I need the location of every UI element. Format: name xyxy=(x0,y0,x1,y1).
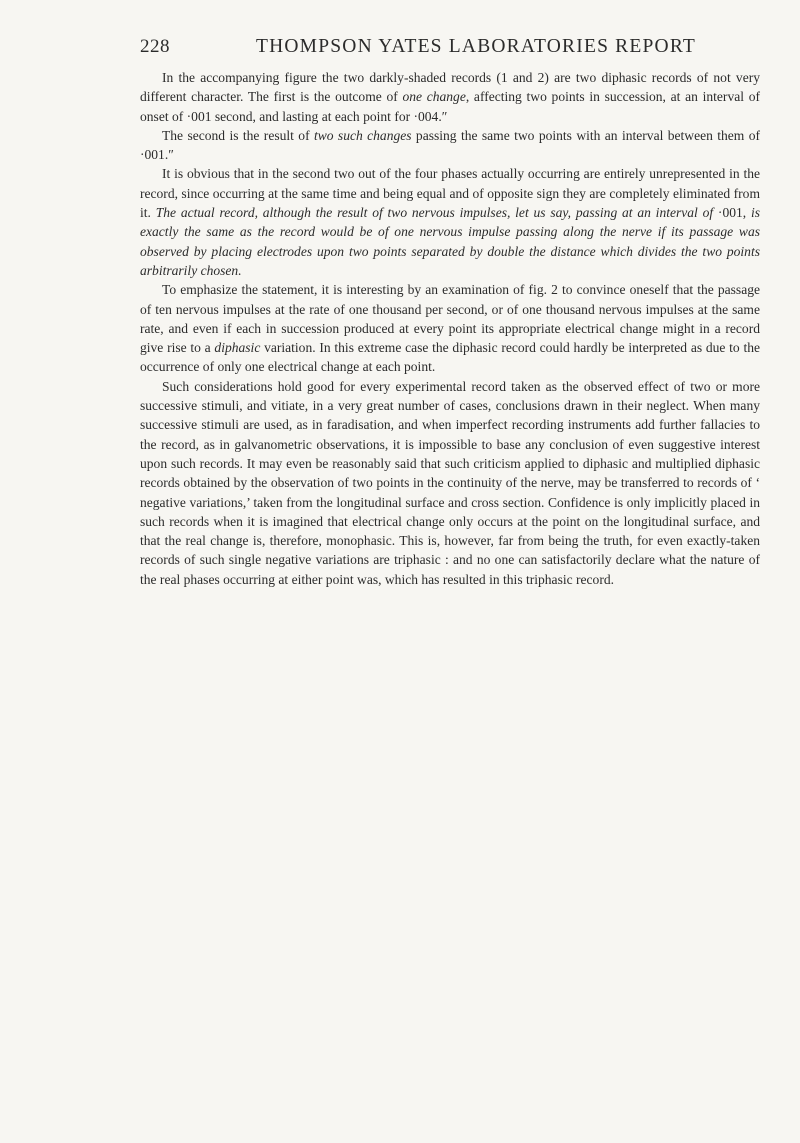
italic-text: diphasic xyxy=(214,340,261,356)
text-run: It is obvious that in the second two out of the four phases actually occurring are entirely unrepresented in the record, since occurring at the same time and being equal and of opposite sign they are completely eliminated from it. xyxy=(140,166,760,221)
italic-text: The actual record, although the result of two nervous impulses, let us say, passing at an interval of xyxy=(155,205,714,221)
paragraph xyxy=(140,68,760,126)
text-run: In the accompanying figure the two darkly-shaded records (1 and 2) are two diphasic records of not very different character. The first is the outcome of xyxy=(140,70,760,105)
page-number: 228 xyxy=(140,36,170,57)
paragraph xyxy=(140,164,760,280)
text-run: Such considerations hold good for every experimental record taken as the observed effect of two or more successive stimuli, and vitiate, in a very great number of cases, conclusions drawn in their neglect. When many successive stimuli are used, as in faradisation, and when imperfect recording instruments add further fallacies to the record, as in galvanometric observations, it is impossible to base any conclusion of even suggestive interest upon such records. It may even be reasonably said that such criticism applied to diphasic and multiplied diphasic records obtained by the observation of two points in the continuity of the nerve, may be transferred to records of ‘ negative variations,’ taken from the longitudinal surface and cross section. Confidence is only implicitly placed in such records when it is imagined that electrical change only occurs at the point on the longitudinal surface, and that the real change is, therefore, monophasic. This is, however, far from being the truth, for even exactly-taken records of such single negative variations are triphasic : and no one can satisfactorily declare what the nature of the real phases occurring at either point was, which has resulted in this triphasic record. xyxy=(140,378,760,587)
italic-text: is exactly the same as the record would be of one nervous impulse passing along the nerve if its passage was observed by placing electrodes upon two points separated by double the distance which divides the two points arbitrarily chosen. xyxy=(140,205,760,278)
text-run: The second is the result of xyxy=(162,127,314,143)
running-head xyxy=(140,36,760,60)
text-run: ·001, xyxy=(713,205,751,221)
paragraph xyxy=(140,126,760,165)
header-title: THOMPSON YATES LABORATORIES REPORT xyxy=(256,36,696,57)
text-run: To emphasize the statement, it is interesting by an examination of fig. 2 to convince oneself that the passage of ten nervous impulses at the rate of one thousand per second, or of one thousand nervous impulses at the same rate, and even if each in succession produced at every point its appropriate electrical change might in a record give rise to a xyxy=(140,282,760,356)
paragraph xyxy=(140,280,760,376)
text-run: passing the same two points with an interval between them of ·001.″ xyxy=(140,127,761,163)
italic-text: two such changes xyxy=(313,127,412,143)
italic-text: one change xyxy=(402,89,466,105)
paragraph xyxy=(140,377,760,589)
text-run: , affecting two points in succession, at an interval of onset of ·001 second, and lasting at each point for ·004.″ xyxy=(140,89,760,124)
body-text xyxy=(140,68,760,589)
text-run: variation. In this extreme case the diphasic record could hardly be interpreted as due to the occurrence of only one electrical change at each point. xyxy=(140,340,760,375)
